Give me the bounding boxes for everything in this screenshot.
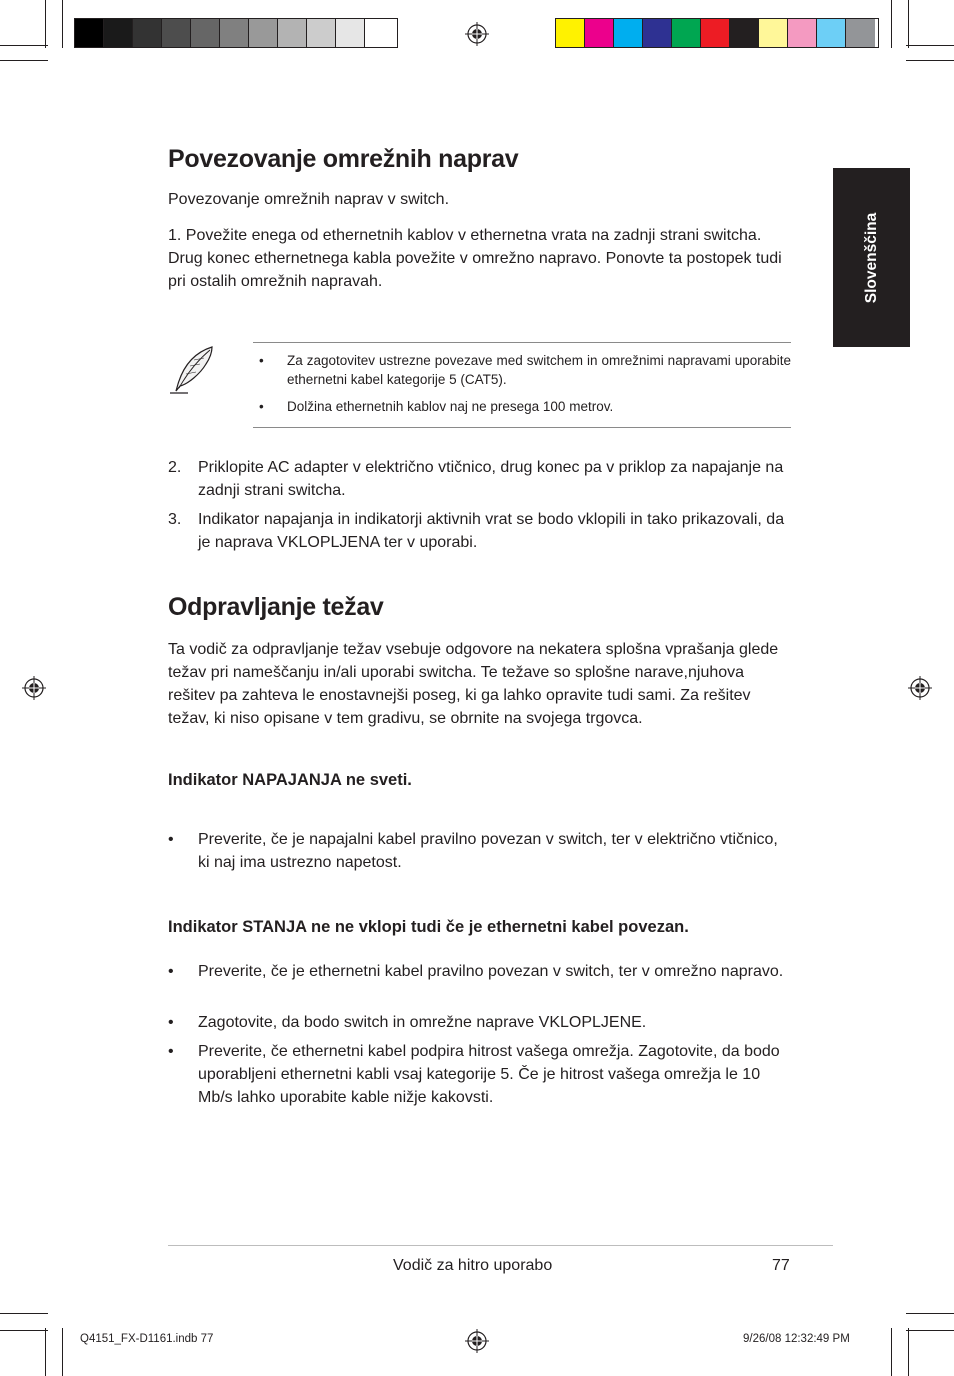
crop-mark bbox=[45, 0, 46, 48]
crop-mark bbox=[906, 60, 954, 61]
color-swatch bbox=[104, 19, 133, 47]
crop-mark bbox=[906, 1330, 954, 1331]
bullet: • bbox=[259, 353, 264, 368]
color-swatch bbox=[336, 19, 365, 47]
slug-datetime: 9/26/08 12:32:49 PM bbox=[743, 1333, 850, 1345]
step-item bbox=[168, 456, 793, 502]
section1-step1: 1. Povežite enega od ethernetnih kablov v ethernetna vrata na zadnji strani switcha. Drug konec ethernetnega kabla povežite v omrežno napravo. Ponovte ta postopek tudi pri ostalih omrežnih napravah. bbox=[168, 227, 782, 290]
color-swatch bbox=[365, 19, 394, 47]
step-number: 2. bbox=[168, 459, 182, 476]
color-swatch bbox=[307, 19, 336, 47]
registration-mark-icon bbox=[465, 1329, 489, 1353]
color-swatch bbox=[133, 19, 162, 47]
slug-file: Q4151_FX-D1161.indb 77 bbox=[80, 1333, 214, 1345]
crop-mark bbox=[62, 1328, 63, 1376]
note-text: Dolžina ethernetnih kablov naj ne presega 100 metrov. bbox=[287, 399, 614, 414]
color-swatch bbox=[249, 19, 278, 47]
footer-divider bbox=[168, 1245, 833, 1246]
color-swatch bbox=[585, 19, 614, 47]
bullet-text: Preverite, če je ethernetni kabel pravilno povezan v switch, ter v omrežno napravo. bbox=[198, 963, 784, 980]
language-tab bbox=[833, 168, 910, 347]
registration-mark-icon bbox=[908, 676, 932, 700]
color-swatch bbox=[191, 19, 220, 47]
color-swatch bbox=[846, 19, 875, 47]
crop-mark bbox=[0, 45, 48, 46]
page-number: 77 bbox=[772, 1257, 790, 1274]
crop-mark bbox=[891, 0, 892, 48]
crop-mark bbox=[908, 0, 909, 48]
crop-mark bbox=[45, 1328, 46, 1376]
crop-mark bbox=[0, 1330, 48, 1331]
section-title-connecting: Povezovanje omrežnih naprav bbox=[168, 145, 519, 173]
color-swatch bbox=[278, 19, 307, 47]
bullet: • bbox=[168, 831, 174, 848]
color-swatch bbox=[220, 19, 249, 47]
color-swatch bbox=[817, 19, 846, 47]
bullet: • bbox=[168, 1043, 174, 1060]
section1-intro: Povezovanje omrežnih naprav v switch. bbox=[168, 191, 450, 208]
registration-mark-icon bbox=[22, 676, 46, 700]
color-swatch bbox=[556, 19, 585, 47]
registration-mark-icon bbox=[465, 22, 489, 46]
bullet-item bbox=[168, 1040, 793, 1109]
color-swatch bbox=[730, 19, 759, 47]
color-swatch bbox=[788, 19, 817, 47]
bullet-text: Preverite, če je napajalni kabel pravilno povezan v switch, ter v električno vtičnico, ki naj ima ustrezno napetost. bbox=[198, 831, 778, 871]
bullet: • bbox=[168, 1014, 174, 1031]
color-swatch bbox=[759, 19, 788, 47]
crop-mark bbox=[0, 60, 48, 61]
color-swatch bbox=[614, 19, 643, 47]
bullet-text: Preverite, če ethernetni kabel podpira hitrost vašega omrežja. Zagotovite, da bodo uporabljeni ethernetni kabli vsaj kategorije 5. Če je hitrost vašega omrežja le 10 Mb/s lahko uporabite kable nižje kakovsti. bbox=[198, 1043, 780, 1106]
crop-mark bbox=[62, 0, 63, 48]
process-color-bar bbox=[555, 18, 879, 48]
color-swatch bbox=[701, 19, 730, 47]
bullet: • bbox=[168, 963, 174, 980]
footer-title: Vodič za hitro uporabo bbox=[393, 1257, 553, 1274]
crop-mark bbox=[906, 1313, 954, 1314]
issue-heading: Indikator NAPAJANJA ne sveti. bbox=[168, 771, 412, 789]
bullet-text: Zagotovite, da bodo switch in omrežne naprave VKLOPLJENE. bbox=[198, 1014, 647, 1031]
step-text: Indikator napajanja in indikatorji aktivnih vrat se bodo vklopili in tako prikazovali, da je naprava VKLOPLJENA ter v uporabi. bbox=[198, 511, 785, 551]
issue-heading: Indikator STANJA ne ne vklopi tudi če je ethernetni kabel povezan. bbox=[168, 918, 689, 936]
note-box bbox=[253, 342, 791, 428]
bullet: • bbox=[259, 399, 264, 414]
color-swatch bbox=[162, 19, 191, 47]
crop-mark bbox=[0, 1313, 48, 1314]
note-item bbox=[259, 351, 791, 389]
section2-intro: Ta vodič za odpravljanje težav vsebuje odgovore na nekatera splošna vprašanja glede težav pri nameščanju in/ali uporabi switcha. Te težave so splošne narave,njuhova rešitev pa zahteva le enostavnejši poseg, ki ga lahko opravite tudi sami. Za rešitev težav, ki niso opisane v tem gradivu, se obrnite na svojega trgovca. bbox=[168, 641, 779, 727]
bullet-item bbox=[168, 1011, 793, 1034]
color-swatch bbox=[643, 19, 672, 47]
bullet-item bbox=[168, 960, 793, 983]
crop-mark bbox=[891, 1328, 892, 1376]
feather-pen-icon bbox=[166, 344, 218, 396]
step-number: 3. bbox=[168, 511, 182, 528]
note-item bbox=[259, 397, 791, 416]
crop-mark bbox=[908, 1328, 909, 1376]
language-tab-label: Slovenščina bbox=[862, 212, 880, 303]
crop-mark bbox=[906, 45, 954, 46]
grayscale-color-bar bbox=[74, 18, 398, 48]
color-swatch bbox=[672, 19, 701, 47]
section-title-troubleshooting: Odpravljanje težav bbox=[168, 593, 384, 621]
step-item bbox=[168, 508, 793, 554]
step-text: Priklopite AC adapter v električno vtičnico, drug konec pa v priklop za napajanje na zadnji strani switcha. bbox=[198, 459, 784, 499]
color-swatch bbox=[75, 19, 104, 47]
bullet-item bbox=[168, 828, 793, 874]
note-text: Za zagotovitev ustrezne povezave med switchem in omrežnimi napravami uporabite ethernetni kabel kategorije 5 (CAT5). bbox=[287, 353, 791, 387]
